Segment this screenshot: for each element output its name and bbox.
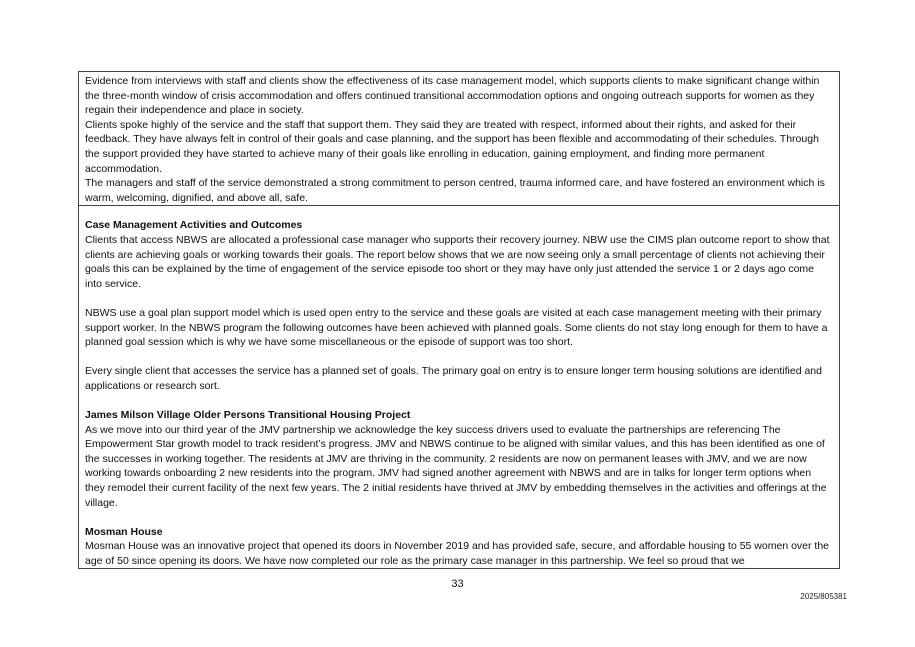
evidence-paragraph: Evidence from interviews with staff and clients show the effectiveness of its case management model, which supports clients to make significant change within the three-month window of crisis accommodation and offers continued transitional accommodation options and ongoing outreach supports for women as they regain their independence and place in society. (85, 75, 820, 117)
evidence-section (79, 72, 839, 206)
goal-plan-paragraph: NBWS use a goal plan support model which is used open entry to the service and these goals are visited at each case management meeting with their primary support worker. In the NBWS program the following outcomes have been achieved with planned goals. Some clients do not stay long enough for them to have a planned goal session which is why we have some miscellaneous or the episode of support was too short. (85, 306, 828, 349)
document-reference: 2025/805381 (800, 592, 847, 601)
mosman-paragraph: Mosman House was an innovative project that opened its doors in November 2019 and has provided safe, secure, and affordable housing to 55 women over the age of 50 since opening its doors. We have now completed our role as the primary case manager in this partnership. We feel so proud that we (85, 540, 830, 567)
case-management-paragraph: Clients that access NBWS are allocated a professional case manager who supports their recovery journey. NBW use the CIMS plan outcome report to show that clients are achieving goals or working towards their goals. The report below shows that we are now seeing only a small percentage of clients not achieving their goals this can be explained by the time of engagement of the service episode too short or they may have only just attended the service 1 or 2 days ago come into service. (85, 233, 830, 290)
jmv-heading: James Milson Village Older Persons Transitional Housing Project (85, 409, 411, 422)
content-table (78, 71, 840, 569)
planned-goals-paragraph: Every single client that accesses the service has a planned set of goals. The primary goal on entry is to ensure longer term housing solutions are identified and applications or research sort. (85, 365, 822, 392)
staff-commitment-paragraph: The managers and staff of the service demonstrated a strong commitment to person centred, trauma informed care, and have fostered an environment which is warm, welcoming, dignified, and above all, safe. (85, 177, 825, 204)
mosman-heading: Mosman House (85, 525, 163, 538)
page-number: 33 (451, 578, 464, 590)
client-feedback-paragraph: Clients spoke highly of the service and the staff that support them. They said they are treated with respect, informed about their rights, and asked for their feedback. They have always felt in control of their goals and case planning, and the support has been flexible and accommodating of their schedules. Through the support provided they have started to achieve many of their goals like enrolling in education, gaining employment, and finding more permanent accommodation. (85, 118, 819, 175)
jmv-paragraph: As we move into our third year of the JMV partnership we acknowledge the key success drivers used to evaluate the partnerships are referencing The Empowerment Star growth model to track resident’s progress. JMV and NBWS continue to be aligned with similar values, and this has been identified as one of the successes in working together. The residents at JMV are thriving in the community. 2 residents are now on permanent leases with JMV, and we are now working towards onboarding 2 new residents into the program. JMV had signed another agreement with NBWS and are in talks for longer term options when they remodel their current facility of the next few years. The 2 initial residents have thrived at JMV by embedding themselves in the activities and offerings at the village. (85, 423, 827, 509)
programs-section (79, 206, 839, 568)
case-management-heading: Case Management Activities and Outcomes (85, 219, 303, 232)
